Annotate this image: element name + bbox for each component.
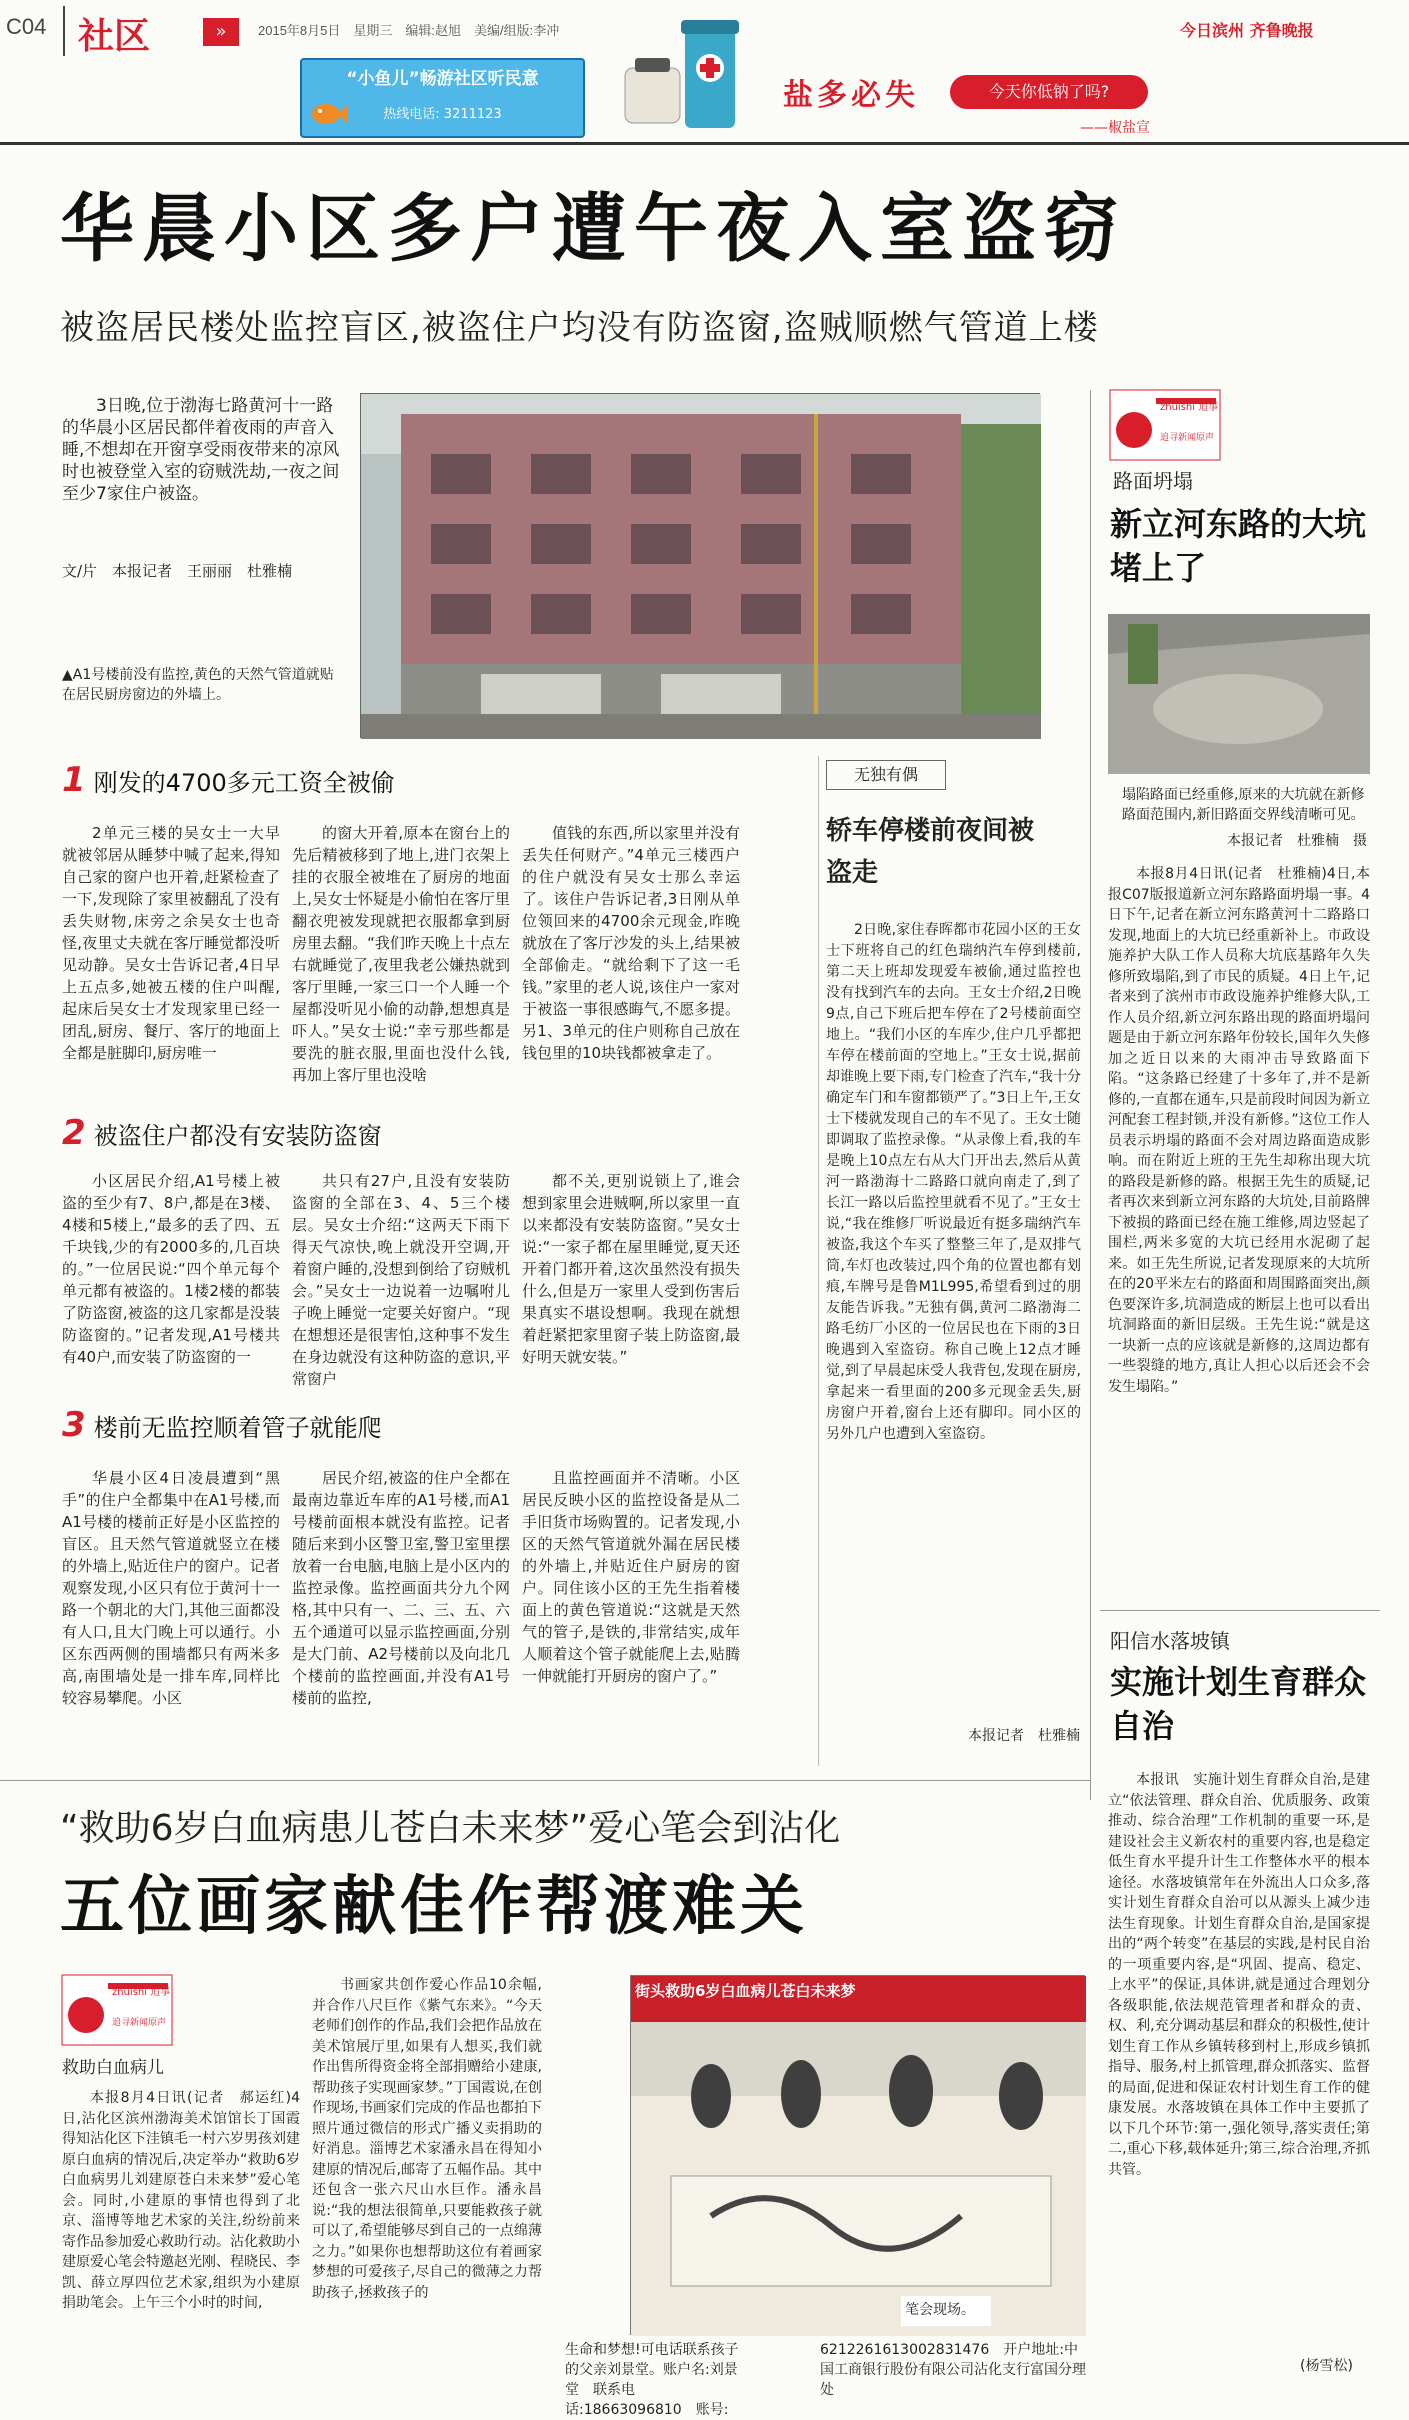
lead-paragraph: 3日晚,位于渤海七路黄河十一路的华晨小区居民都伴着夜雨的声音入睡,不想却在开窗享受雨夜带来的凉风时也被登堂入室的窃贼洗劫,一夜之间至少7家住户被盗。: [62, 396, 340, 504]
main-headline: 华晨小区多户遭午夜入室盗窃: [60, 186, 1126, 272]
section-title: 刚发的4700多元工资全被偷: [93, 769, 395, 797]
workshop-photo-caption: 笔会现场。: [905, 2302, 975, 2318]
logo-text: zhuishi 追事: [112, 1987, 171, 1998]
road-photo: [1108, 614, 1370, 774]
side-story-byline: 本报记者 杜雅楠: [968, 1728, 1080, 1744]
section-3-heading: [62, 1405, 762, 1445]
header-divider: [63, 6, 65, 56]
section-title: 楼前无监控顺着管子就能爬: [93, 1414, 382, 1442]
section-3-col-2: 居民介绍,被盗的住户全都在最南边靠近车库的A1号楼,而A1号楼前面根本就没有监控。记者随后来到小区警卫室,警卫室里摆放着一台电脑,电脑上是小区内的监控录像。监控画面共分九个网格,其中只有一、二、三、五、六五个通道可以显示监控画面,分别是大门前、A2号楼前以及向北几个楼前的监控画面,并没有A1号楼前的监控,: [292, 1469, 510, 1707]
right-headline-1: 新立河东路的大坑堵上了: [1110, 505, 1367, 587]
fund-headline: 五位画家献佳作帮渡难关: [60, 1869, 808, 1944]
salt-slogan: 盐多必失: [783, 78, 919, 113]
section-1-heading: [62, 760, 762, 800]
salt-shaker-illustration: [615, 8, 760, 138]
building-photo: [360, 393, 1040, 738]
section-title: 社区: [78, 15, 151, 57]
fund-kicker: “救助6岁白血病患儿苍白未来梦”爱心笔会到沾化: [60, 1808, 841, 1849]
side-story-body: 2日晚,家住春晖都市花园小区的王女士下班将自己的红色瑞纳汽车停到楼前,第二天上班却发现爱车被偷,通过监控也没有找到汽车的去向。王女士介绍,2日晚9点,自己下班后把车停在了2号楼前面空地上。“我们小区的车库少,住户几乎都把车停在楼前面的空地上。”王女士说,据前却谁晚上要下雨,专门检查了汽车,“我十分确定车门和车窗都锁严了。”3日上午,王女士下楼就发现自己的车不见了。王女士随即调取了监控录像。“从录像上看,我的车是晚上10点左右从大门开出去,然后从黄河一路渤海十二路路口就向南走了,到了长江一路以后监控里就看不见了。”王女士说,“我在维修厂听说最近有挺多瑞纳汽车被盗,我这个车买了整整三年了,是双排气筒,车灯也改装过,四个角的位置也都有划痕,车牌号是鲁M1L995,希望看到过的朋友能告诉我。”无独有偶,黄河二路渤海二路毛纺厂小区的一位居民也在下雨的3日晚遇到入室盗窃。称自己晚上12点才睡觉,到了早晨起床受人我背包,发现在厨房,拿起来一看里面的200多元现金丢失,厨房窗户开着,窗台上还有脚印。同小区的另外几户也遭到入室盗窃。: [826, 922, 1081, 1442]
side-story-headline: 轿车停楼前夜间被盗走: [826, 816, 1035, 888]
right-divider: [1100, 1610, 1380, 1611]
right-story-2-body: 本报讯 实施计划生育群众自治,是建立“依法管理、群众自治、优质服务、政策推动、综合治理”工作机制的重要一环,是建设社会主义新农村的重要内容,也是稳定低生育水平提升计生工作整体水平的根本途径。水落坡镇常年在外流出人口众多,落实计划生育群众自治可以从源头上减少违法生育现象。计划生育群众自治,是国家提出的“两个转变”在基层的实践,是村民自治的一项重要内容,是“巩固、提高、稳定、上水平”的保证,具体讲,就是通过合理划分各级职能,依法规范管理者和群众的责、权、利,充分调动基层和群众的积极性,使计划生育工作从乡镇转移到村上,形成乡镇抓指导、服务,村上抓管理,群众抓落实、监督的局面,促进和保证农村计划生育工作的健康发展。水落坡镇在具体工作中主要抓了以下几个环节:第一,强化领导,落实责任;第二,重心下移,载体延升;第三,综合治理,齐抓共管。: [1108, 1772, 1370, 2178]
right-story-1-body: 本报8月4日讯(记者 杜雅楠)4日,本报C07版报道新立河东路路面坍塌一事。4日下午,记者在新立河东路黄河十二路路口发现,地面上的大坑已经重新补上。市政设施养护大队工作人员称大坑底基路年久失修所致塌陷,到了市民的质疑。4日上午,记者来到了滨州市市政设施养护维修大队,工作人员介绍,新立河东路出现的路面坍塌问题是由于新立河东路年份较长,国年久失修加之近日以来的大雨冲击导致路面下陷。“这条路已经建了十多年了,并不是新修的,一直都在通车,只是前段时间因为新立河配套工程封锁,并没有新修。”这位工作人员表示坍塌的路面不会对周边路面造成影响。而在附近上班的王先生却称出现大坑的路段是新修的路。根据王先生的质疑,记者再次来到新立河东路的大坑处,目前路牌下被损的路面已经在施工维修,周边竖起了围栏,两米多宽的大坑已经用水泥砌了起来。如王先生所说,记者发现原来的大坑所在的20平米左右的路面和周围路面突出,颜色要深许多,坑洞造成的断层上也可以看出坑洞路面的新旧层级。王先生说:“就是这一块新一点的应该就是新修的,这周边都有一些裂缝的地方,真让人担心以后还会不会发生塌陷。”: [1108, 866, 1370, 1395]
section-1-col-1: 2单元三楼的吴女士一大早就被邻居从睡梦中喊了起来,得知自己家的窗户也开着,赶紧检查了一下,发现除了家里被翻乱了没有丢失财物,床旁之余吴女士也奇怪,夜里丈夫就在客厅睡觉都没听见动静。吴女士告诉记者,4日早上五点多,她被五楼的住户叫醒,起床后吴女士才发现家里已经一团乱,厨房、餐厅、客厅的地面上全都是脏脚印,厨房唯一: [62, 824, 280, 1062]
right-column-rule: [1090, 390, 1091, 1800]
banner-hotline: 热线电话: 3211123: [383, 107, 502, 122]
right-story-2-credit: (杨雪松): [1300, 2358, 1353, 2374]
road-photo-credit: 本报记者 杜雅楠 摄: [1227, 833, 1367, 849]
workshop-photo: [630, 1975, 1085, 2335]
banner-title: “小鱼儿”畅游社区听民意: [346, 69, 539, 89]
section-2-col-2: 共只有27户,且没有安装防盗窗的全部在3、4、5三个楼层。吴女士介绍:“这两天下雨下得天气凉快,晚上就没开空调,开着窗户睡的,没想到倒给了窃贼机会。”吴女士一边说着一边嘱咐儿子晚上睡觉一定要关好窗户。“现在想想还是很害怕,这种事不发生在身边就没有这种防盗的意识,平常窗户: [292, 1172, 510, 1388]
section-2-heading: [62, 1113, 762, 1153]
fund-col-3: 生命和梦想!可电话联系孩子的父亲刘景堂。账户名:刘景堂 联系电话:18663096810 账号:: [565, 2342, 739, 2418]
logo-subtitle: 追寻新闻原声: [112, 2018, 167, 2028]
newspaper-name: 今日滨州 齐鲁晚报: [1180, 21, 1314, 40]
road-photo-caption: 塌陷路面已经重修,原来的大坑就在新修路面范围内,新旧路面交界线清晰可见。: [1122, 787, 1365, 823]
header-rule: [0, 142, 1409, 145]
section-2-col-1: 小区居民介绍,A1号楼上被盗的至少有7、8户,都是在3楼、4楼和5楼上,“最多的丢了四、五千块钱,少的有2000多的,几百块的。”一位居民说:“四个单元每个单元都有被盗的。1楼2楼的都装了防盗窗,被盗的这几家都是没装防盗窗的。”记者发现,A1号楼共有40户,而安装了防盗窗的一: [62, 1172, 280, 1366]
section-number: 1: [62, 760, 86, 800]
section-title: 被盗住户都没有安装防盗窗: [93, 1122, 382, 1150]
section-tag: »: [203, 18, 239, 46]
section-number: 3: [62, 1405, 86, 1445]
fund-divider: [0, 1780, 1090, 1781]
logo-text: zhuishi 追事: [1160, 402, 1219, 413]
salt-pill: 今天你低钠了吗?: [950, 75, 1148, 109]
right-kicker-2: 阳信水落坡镇: [1110, 1629, 1230, 1653]
fund-col-4: 6212261613002831476 开户地址:中国工商银行股份有限公司沾化支行富国分理处: [820, 2342, 1086, 2398]
page-number: C04: [6, 14, 47, 39]
section-3-col-1: 华晨小区4日凌晨遭到“黑手”的住户全都集中在A1号楼,而A1号楼的楼前正好是小区监控的盲区。且天然气管道就竖立在楼的外墙上,贴近住户的窗户。记者观察发现,小区只有位于黄河十一路一个朝北的大门,其他三面都没有人口,且大门晚上可以通行。小区东西两侧的围墙都只有两米多高,南围墙处是一排车库,同样比较容易攀爬。小区: [62, 1469, 280, 1707]
section-3-col-3: 且监控画面并不清晰。小区居民反映小区的监控设备是从二手旧货市场购置的。记者发现,小区的天然气管道就外漏在居民楼的外墙上,并贴近住户厨房的窗户。同住该小区的王先生指着楼面上的黄色管道说:“这就是天然气的管子,是铁的,非常结实,成年人顺着这个管子就能爬上去,贴腾一伸就能打开厨房的窗户了。”: [522, 1469, 740, 1685]
side-story-kicker: 无独有偶: [826, 760, 946, 790]
right-kicker-1: 路面坍塌: [1113, 469, 1193, 493]
section-2-col-3: 都不关,更别说锁上了,谁会想到家里会进贼啊,所以家里一直以来都没有安装防盗窗。”吴女士说:“一家子都在屋里睡觉,夏天还开着门都开着,这次虽然没有损失什么,但是万一家里人受到伤害后果真实不堪设想啊。我现在就想着赶紧把家里窗子装上防盗窗,最好明天就安装。”: [522, 1172, 740, 1366]
main-subheadline: 被盗居民楼处监控盲区,被盗住户均没有防盗窗,盗贼顺燃气管道上楼: [60, 308, 1099, 348]
photo-caption: ▲A1号楼前没有监控,黄色的天然气管道就贴在居民厨房窗边的外墙上。: [62, 667, 334, 703]
salt-signature: ——椒盐宣: [1080, 120, 1150, 136]
side-story-rule: [818, 756, 819, 1766]
logo-subtitle: 追寻新闻原声: [1160, 433, 1215, 443]
photo-banner-text: 街头救助6岁白血病儿苍白未来梦: [635, 1982, 856, 2000]
fund-col-2: 书画家共创作爱心作品10余幅,并合作八尺巨作《紫气东来》。“今天老师们创作的作品,我们会把作品放在美术馆展厅里,如果有人想买,我们就作出售所得资金将全部捐赠给小建康,帮助孩子实现画家梦。”丁国霞说,在创作现场,书画家们完成的作品也都拍下照片通过微信的形式广播义卖捐助的好消息。淄博艺术家潘永昌在得知小建原的情况后,邮寄了五幅作品。其中还包含一张六尺山水巨作。潘永昌说:“我的想法很简单,只要能救孩子就可以了,希望能够尽到自己的一点绵薄之力。”如果你也想帮助这位有着画家梦想的可爱孩子,尽自己的微薄之力帮助孩子,拯救孩子的: [312, 1977, 542, 2301]
right-headline-2: 实施计划生育群众自治: [1110, 1663, 1367, 1745]
main-byline: 文/片 本报记者 王丽丽 杜雅楠: [62, 562, 293, 580]
fund-tag: 救助白血病儿: [62, 2058, 164, 2078]
fund-col-1: 本报8月4日讯(记者 郝运红)4日,沾化区滨州渤海美术馆馆长丁国霞得知沾化区下洼镇毛一村六岁男孩刘建原白血病的情况后,决定举办“救助6岁白血病男儿刘建原苍白未来梦”爱心笔会。同时,小建原的事情也得到了北京、淄博等地艺术家的关注,纷纷前来寄作品参加爱心救助行动。沾化救助小建原爱心笔会特邀赵光刚、程晓民、李凯、薛立厚四位艺术家,组织为小建原捐助笔会。上午三个小时的时间,: [62, 2090, 300, 2311]
section-number: 2: [62, 1113, 86, 1153]
section-1-col-3: 值钱的东西,所以家里并没有丢失任何财产。”4单元三楼西户的住户就没有吴女士那么幸运了。该住户告诉记者,3日刚从单位领回来的4700余元现金,昨晚就放在了客厅沙发的头上,结果被全部偷走。“就给剩下了这一毛钱。”家里的老人说,该住户一家对于被盗一事很感晦气,不愿多提。另1、3单元的住户则称自己放在钱包里的10块钱都被拿走了。: [522, 824, 740, 1062]
issue-meta: 2015年8月5日 星期三 编辑:赵旭 美编/组版:李冲: [258, 23, 560, 38]
section-1-col-2: 的窗大开着,原本在窗台上的先后精被移到了地上,进门衣架上挂的衣服全被堆在了厨房的地面上,吴女士怀疑是小偷怕在客厅里翻衣兜被发现就把衣服都拿到厨房里去翻。“我们昨天晚上十点左右就睡觉了,夜里我老公嫌热就到客厅里睡,一家三口一个人睡一个屋都没听见小偷的动静,想想真是吓人。”吴女士说:“幸亏那些都是要洗的脏衣服,里面也没什么钱,再加上客厅里也没啥: [292, 824, 510, 1084]
